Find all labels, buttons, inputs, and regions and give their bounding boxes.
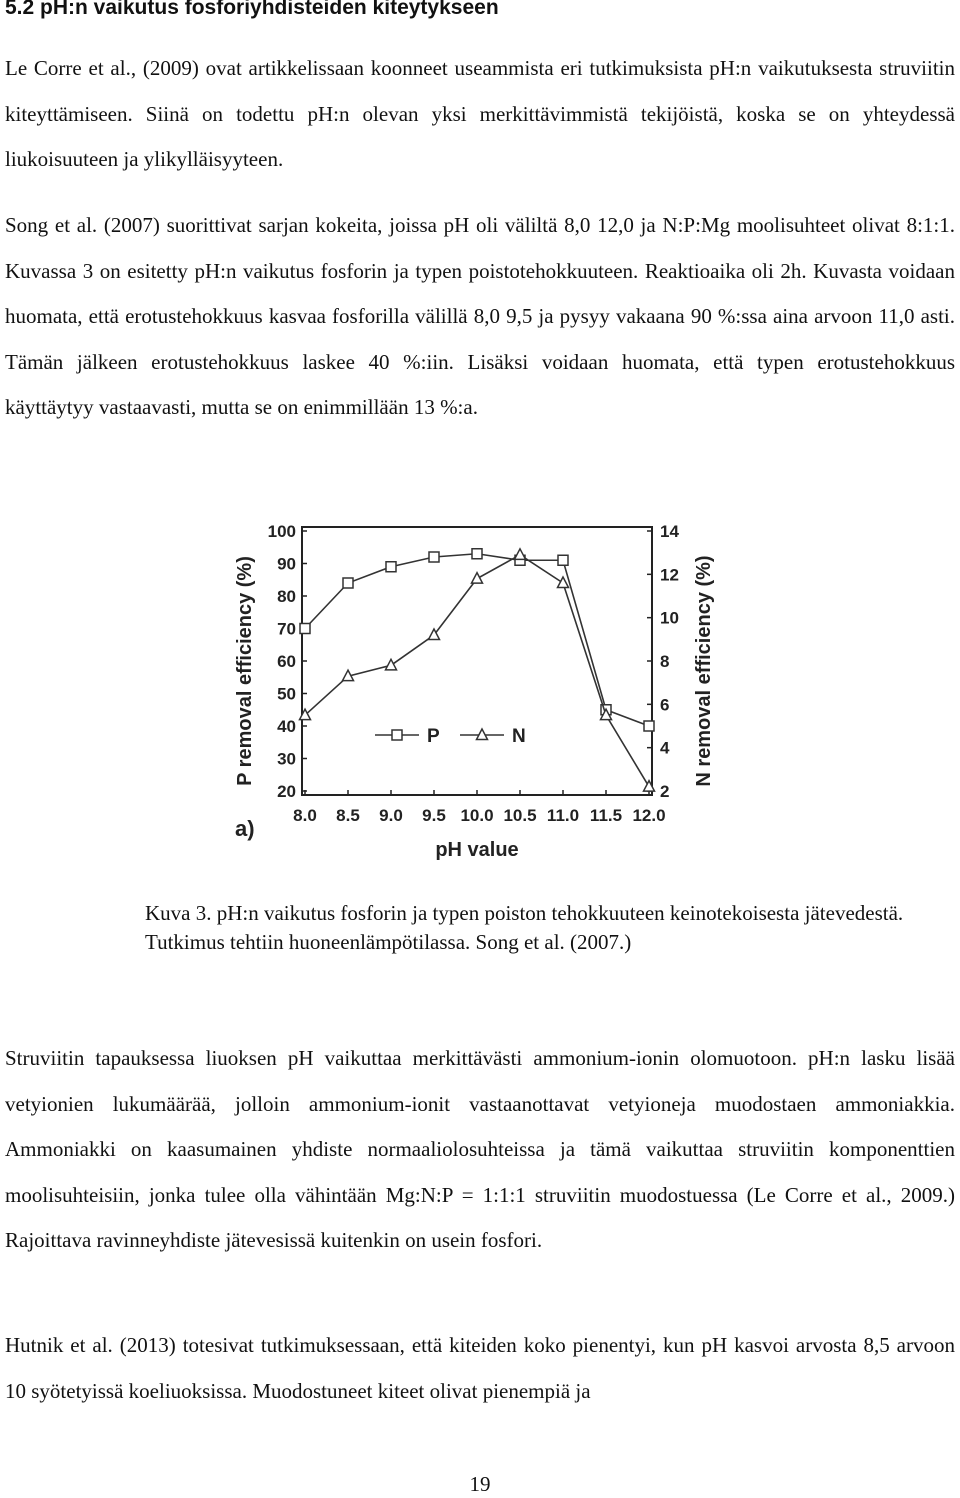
y2-tick-label: 10: [660, 608, 679, 628]
x-tick-label: 10.5: [503, 806, 537, 825]
data-point-P: [300, 624, 310, 634]
section-heading: 5.2 pH:n vaikutus fosforiyhdisteiden kiteytykseen: [5, 0, 499, 19]
x-tick-label: 9.5: [422, 806, 446, 825]
panel-label: a): [235, 816, 255, 841]
plot-frame: [302, 527, 652, 795]
legend-label-N: N: [512, 726, 526, 747]
y-tick-label: 50: [277, 684, 296, 704]
figure-ph-removal-efficiency: [227, 505, 732, 870]
y2-tick-label: 4: [660, 738, 670, 758]
data-point-P: [558, 555, 568, 565]
y-tick-label: 100: [267, 522, 296, 541]
x-tick-label: 11.0: [546, 806, 580, 825]
y-tick-label: 40: [277, 717, 296, 736]
data-point-N: [472, 573, 483, 584]
y2-tick-label: 8: [660, 652, 670, 671]
paragraph-2: Song et al. (2007) suorittivat sarjan kokeita, joissa pH oli väliltä 8,0 12,0 ja N:P:Mg moolisuhteet olivat 8:1:1. Kuvassa 3 on esitetty pH:n vaikutus fosforin ja typen poistotehokkuuteen. Reaktioaika oli 2h. Kuvasta voidaan huomata, että erotustehokkuus kasvaa fosforilla välillä 8,0 9,5 ja pysyy vakaana 90 %:ssa aina arvoon 11,0 asti. Tämän jälkeen erotustehokkuus laskee 40 %:iin. Lisäksi voidaan huomata, että typen erotustehokkuus käyttäytyy vastaavasti, mutta se on enimmillään 13 %:a.: [5, 213, 955, 419]
y2-tick-label: 6: [660, 695, 670, 715]
y-tick-label: 60: [277, 652, 296, 671]
data-point-P: [343, 578, 353, 588]
paragraph-1: Le Corre et al., (2009) ovat artikkelissaan koonneet useammista eri tutkimuksista pH:n vaikutuksesta struviitin kiteyttämiseen. Siinä on todettu pH:n olevan yksi merkittävimmistä tekijöistä, koska se on yhteydessä liukoisuuteen ja ylikylläisyyteen.: [5, 56, 955, 171]
y-tick-label: 80: [277, 587, 296, 606]
data-point-P: [386, 562, 396, 572]
data-point-N: [515, 549, 526, 560]
x-tick-label: 9.0: [379, 806, 403, 825]
paragraph-4: Hutnik et al. (2013) totesivat tutkimuksessaan, että kiteiden koko pienentyi, kun pH kasvoi arvosta 8,5 arvoon 10 syötetyissä koeliuoksissa. Muodostuneet kiteet olivat pienempiä ja: [5, 1333, 955, 1403]
x-tick-label: 12.0: [632, 806, 666, 825]
legend-label-P: P: [427, 726, 440, 747]
page-number: 19: [469, 1472, 491, 1496]
legend-marker-P: [392, 730, 402, 740]
figure-caption: Kuva 3. pH:n vaikutus fosforin ja typen poiston tehokkuuteen keinotekoisesta jätevedestä. Tutkimus tehtiin huoneenlämpötilassa. Song et al. (2007.): [145, 901, 904, 954]
data-point-N: [386, 659, 397, 670]
x-tick-label: 10.0: [460, 806, 494, 825]
y-tick-label: 30: [277, 749, 296, 769]
x-tick-label: 11.5: [589, 806, 623, 825]
data-point-P: [644, 721, 654, 731]
y2-axis-label: N removal efficiency (%): [693, 555, 715, 787]
x-tick-label: 8.5: [336, 806, 360, 825]
series-line-N: [305, 555, 649, 787]
y2-tick-label: 14: [660, 522, 679, 541]
y2-tick-label: 2: [660, 782, 670, 801]
y-tick-label: 70: [277, 619, 296, 639]
y-tick-label: 20: [277, 782, 296, 801]
data-point-N: [558, 577, 569, 588]
y-tick-label: 90: [277, 554, 296, 574]
y2-tick-label: 12: [660, 565, 679, 585]
data-point-P: [429, 552, 439, 562]
data-point-P: [472, 549, 482, 559]
paragraph-3: Struviitin tapauksessa liuoksen pH vaikuttaa merkittävästi ammonium-ionin olomuotoon. pH:n lasku lisää vetyionien lukumäärää, jolloin ammonium-ionit vastaanottavat vetyioneja muodostaen ammoniakkia. Ammoniakki on kaasumainen yhdiste normaaliolosuhteissa ja tämä vaikuttaa struviitin komponenttien moolisuhteisiin, jonka tulee olla vähintään Mg:N:P = 1:1:1 struviitin muodostuessa (Le Corre et al., 2009.) Rajoittava ravinneyhdiste jätevesissä kuitenkin on usein fosfori.: [5, 1046, 955, 1252]
x-axis-label: pH value: [435, 839, 519, 861]
line-chart: [227, 505, 732, 870]
y-axis-label: P removal efficiency (%): [234, 556, 256, 786]
x-tick-label: 8.0: [293, 806, 317, 825]
